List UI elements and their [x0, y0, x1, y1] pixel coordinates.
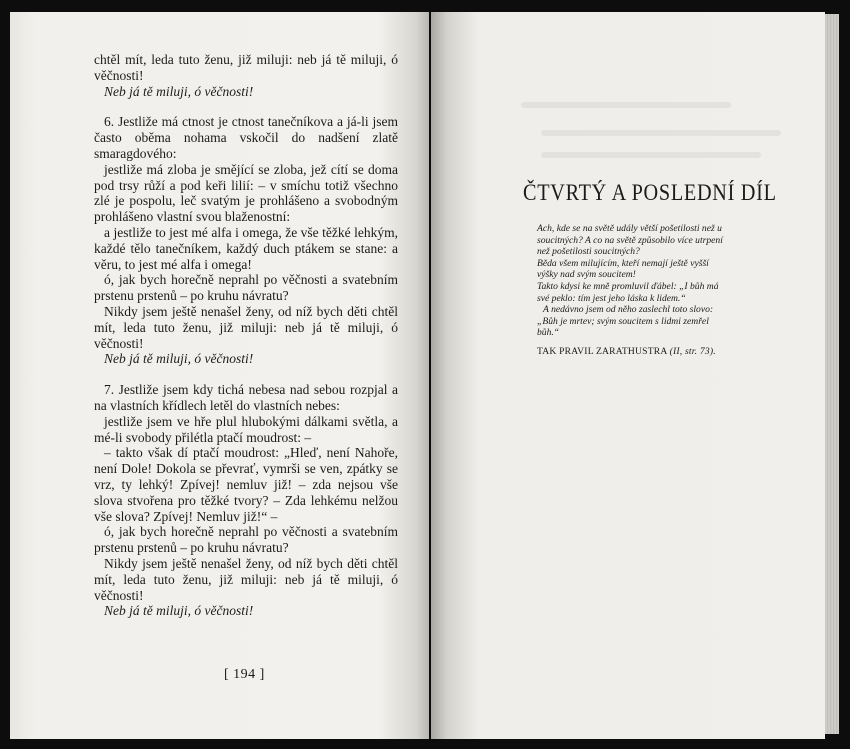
- paragraph: Nikdy jsem ještě nenašel ženy, od níž bych děti chtěl mít, leda tuto ženu, již miluji: neb já tě miluji, ó věčnosti!: [94, 555, 398, 603]
- right-page: [431, 12, 825, 739]
- paragraph: jestliže má zloba je smějící se zloba, jež cítí se doma pod trsy růží a pod keři lilií: – v smíchu totiž všechno zlé je pospolu, leč svatým je prohlášeno a svobodným prohlášeno vlastní svou blaženostní:: [94, 161, 398, 225]
- attribution-reference: (II, str. 73).: [669, 346, 716, 357]
- show-through-shadow: [541, 152, 761, 158]
- epigraph-line: Takto kdysi ke mně promluvil ďábel: „I bůh má své peklo: tím jest jeho láska k lidem.“: [537, 280, 719, 304]
- paragraph: jestliže jsem ve hře plul hlubokými dálkami světla, a mé-li svobody přilétla ptačí moudrost: –: [94, 413, 398, 445]
- paragraph: a jestliže to jest mé alfa i omega, že vše těžké lehkým, každé tělo tanečníkem, každý duch ptákem se stane: a věru, to jest mé alfa i omega!: [94, 224, 398, 272]
- paragraph: 6. Jestliže má ctnost je ctnost tanečníkova a já-li jsem často oběma nohama vskočil do nadšení zlatě smaragdového:: [94, 114, 398, 161]
- refrain-line: Neb já tě miluji, ó věčnosti!: [104, 83, 254, 99]
- page-edges: [825, 14, 839, 734]
- show-through-shadow: [541, 130, 781, 136]
- attribution-text: TAK PRAVIL ZARATHUSTRA: [537, 346, 667, 357]
- paragraph: – takto však dí ptačí moudrost: „Hleď, není Nahoře, není Dole! Dokola se převrať, vymrši se ven, zpátky se vrz, ty lehký! Zpívej! nemluv již! – zda nejsou vše slova stvořena pro těžké tvory? – Zda lehkému nelžou vše slova? Zpívej! Nemluv již!“ –: [94, 445, 398, 524]
- refrain-line: Neb já tě miluji, ó věčnosti!: [104, 603, 254, 619]
- paragraph: chtěl mít, leda tuto ženu, již miluji: neb já tě miluji, ó věčnosti!: [94, 52, 398, 83]
- paragraph: ó, jak bych horečně neprahl po věčnosti a svatebním prstenu prstenů – po kruhu návratu?: [94, 524, 398, 556]
- paragraph: 7. Jestliže jsem kdy tichá nebesa nad sebou rozpjal a na vlastních křídlech letěl do vlastních nebes:: [94, 382, 398, 413]
- epigraph-line: A nedávno jsem od něho zaslechl toto slovo: „Bůh je mrtev; svým soucitem s lidmi zemřel bůh.“: [537, 304, 714, 339]
- epigraph: [537, 223, 725, 339]
- epigraph-line: Ach, kde se na světě udály větší pošetilosti než u soucitných? A co na světě způsobilo více utrpení než pošetilosti soucitných?: [537, 223, 723, 258]
- page-number: [ 194 ]: [224, 667, 265, 682]
- left-page-text: [94, 52, 398, 619]
- chapter-title: ČTVRTÝ A POSLEDNÍ DÍL: [523, 180, 777, 205]
- epigraph-line: Běda všem milujícím, kteří nemají ještě vyšší výšky nad svým soucitem!: [537, 257, 709, 281]
- left-page: [10, 12, 429, 739]
- refrain-line: Neb já tě miluji, ó věčnosti!: [104, 351, 254, 367]
- paragraph: Nikdy jsem ještě nenašel ženy, od níž bych děti chtěl mít, leda tuto ženu, již miluji: neb já tě miluji, ó věčnosti!: [94, 303, 398, 351]
- show-through-shadow: [521, 102, 731, 108]
- paragraph: ó, jak bych horečně neprahl po věčnosti a svatebním prstenu prstenů – po kruhu návratu?: [94, 272, 398, 304]
- epigraph-attribution: [537, 346, 767, 357]
